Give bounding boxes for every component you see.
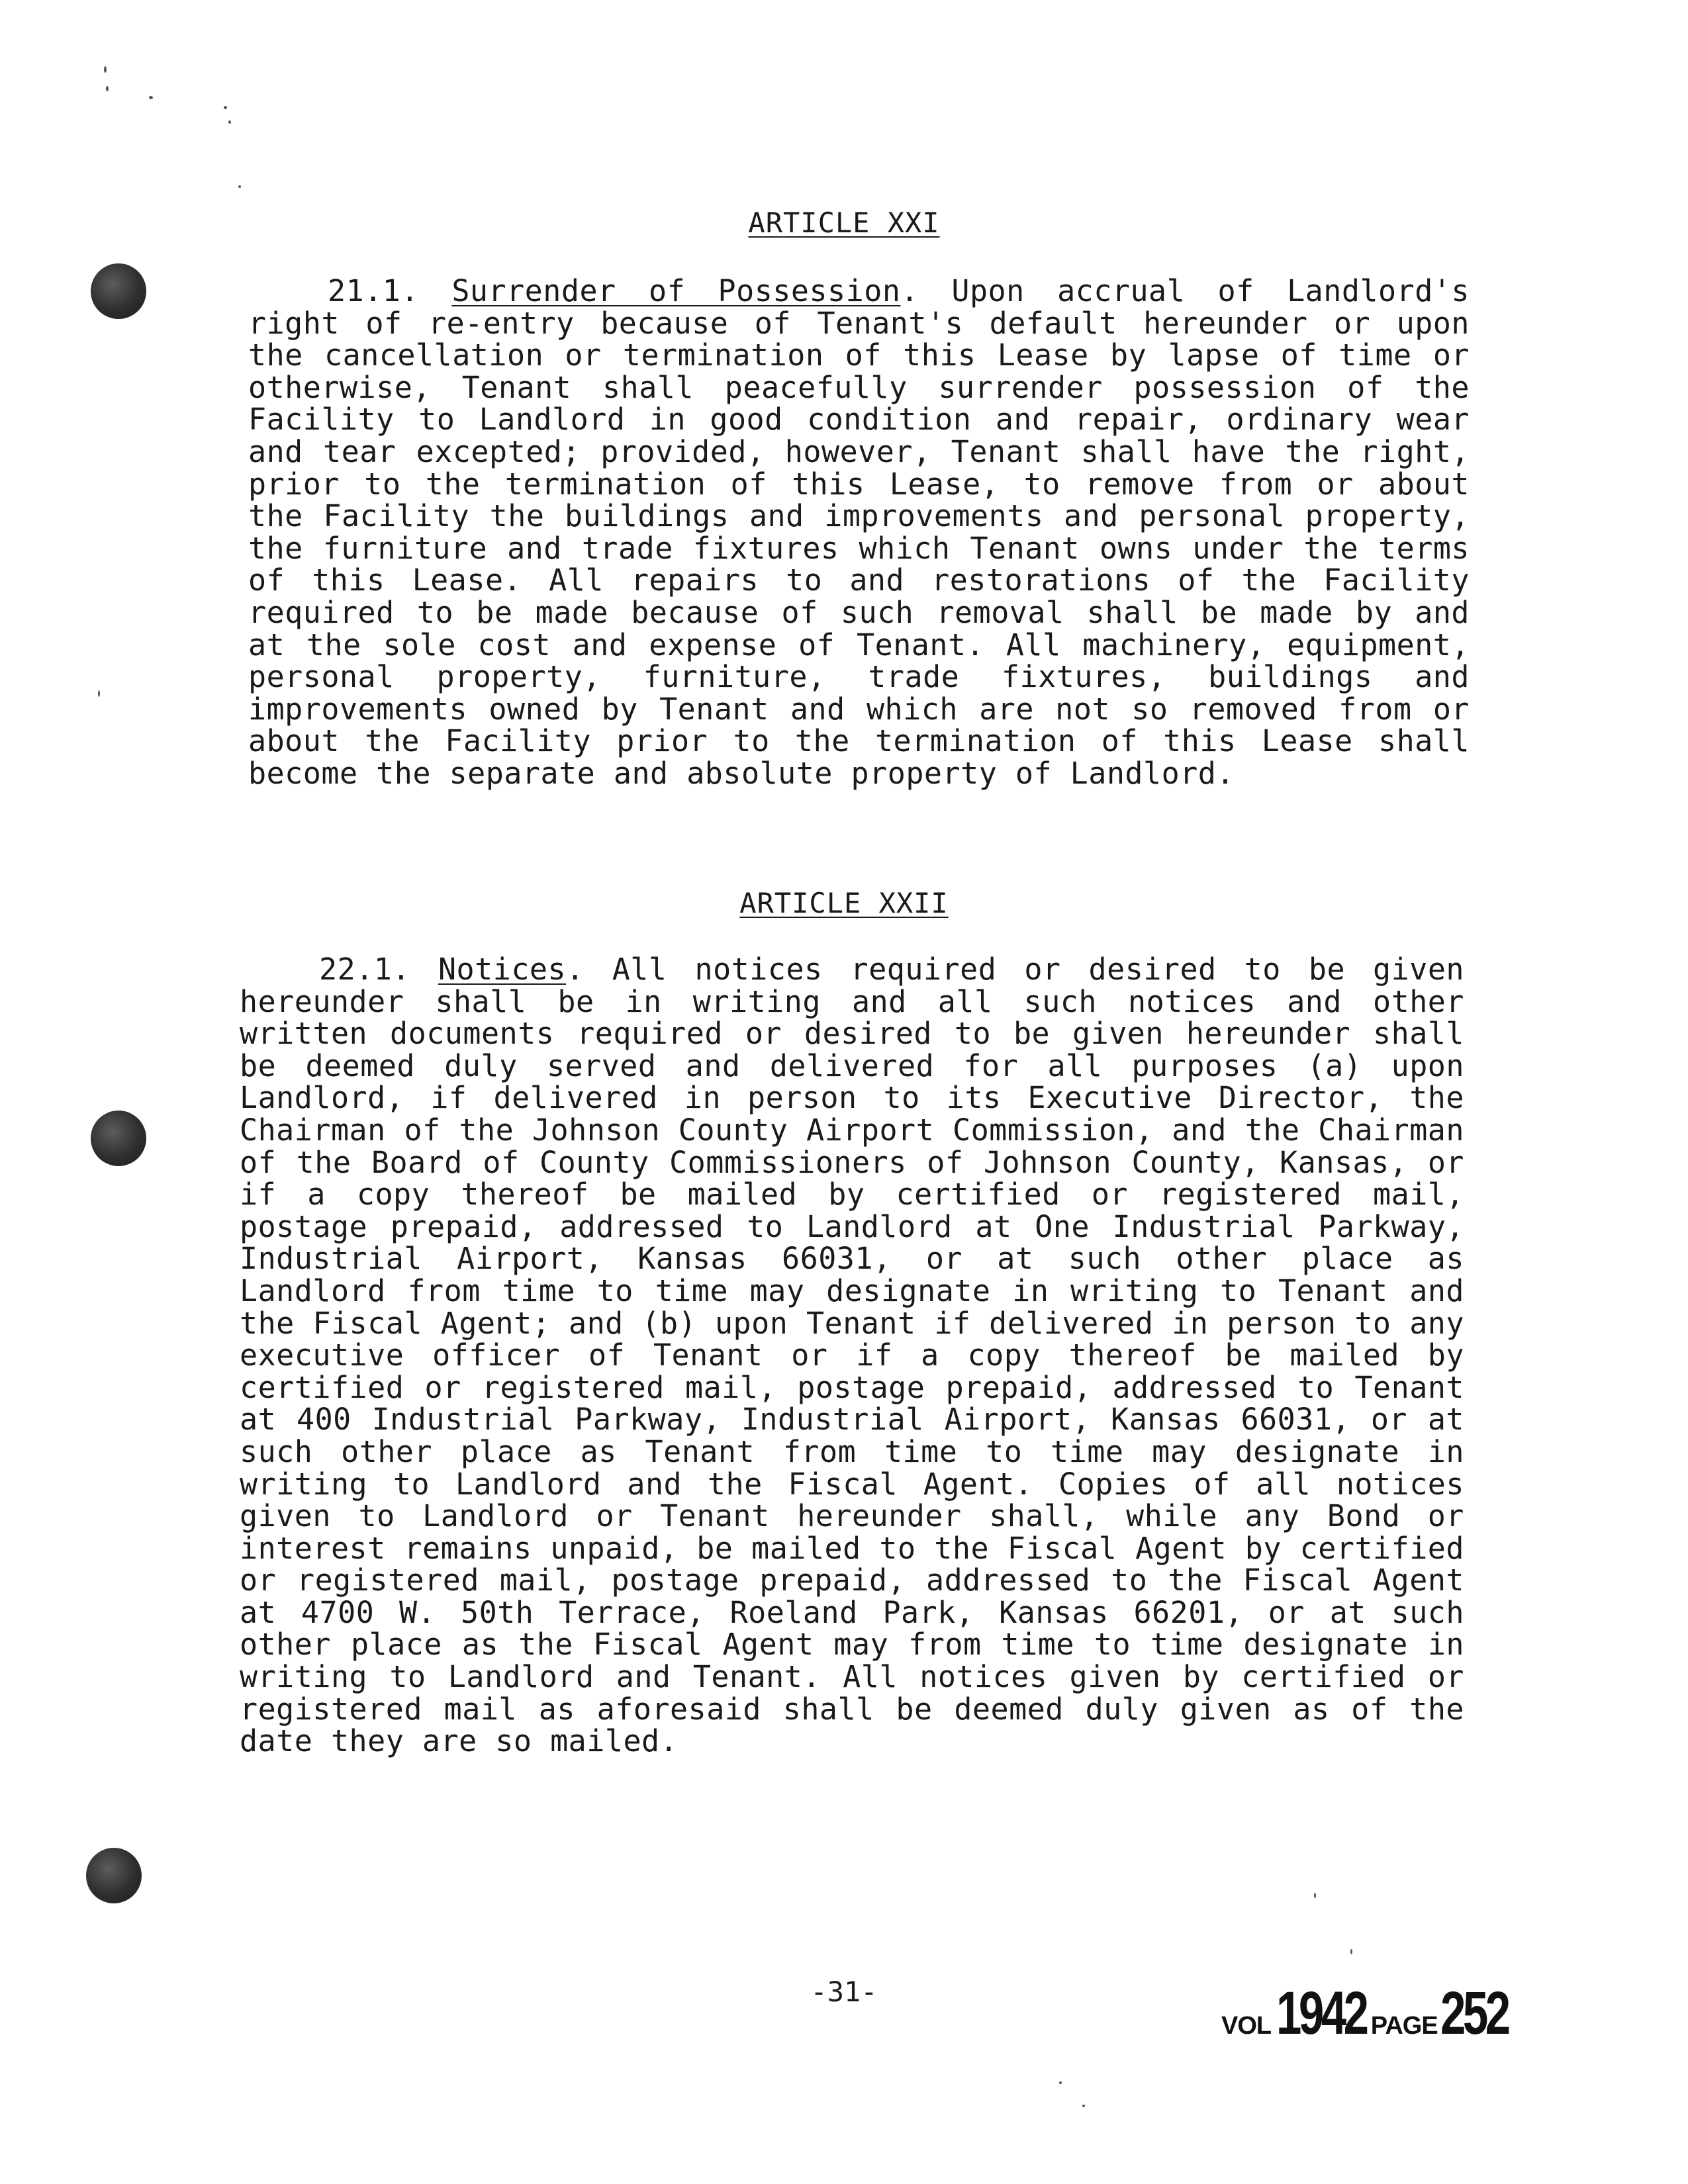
- punch-hole-bottom: [86, 1848, 142, 1903]
- scan-speck: [106, 86, 109, 91]
- scan-speck: [98, 690, 100, 697]
- punch-hole-top: [91, 263, 146, 319]
- section-number: 21.1.: [328, 273, 419, 308]
- section-caption: Surrender of Possession: [451, 273, 901, 308]
- scan-speck: [238, 185, 241, 188]
- article-heading: ARTICLE XXII: [739, 887, 949, 919]
- article-heading: ARTICLE XXI: [748, 206, 940, 239]
- section-body: . Upon accrual of Landlord's right of re-entry because of Tenant's default hereunder or upon the cancellation or termination of this Lease by lapse of time or otherwise, Tenant shall peacefully surrender possession of the Facility to Landlord in good condition and repair, ordinary wear and tear excepted; provided, however, Tenant shall have the right, prior to the termination of this Lease, to remove from or about the Facility the buildings and improvements and personal property, the furniture and trade fixtures which Tenant owns under the terms of this Lease. All repairs to and restorations of the Facility required to be made because of such removal shall be made by and at the sole cost and expense of Tenant. All machinery, equipment, personal property, furniture, trade fixtures, buildings and improvements owned by Tenant and which are not so removed from or about the Facility prior to the termination of this Lease shall become the separate and absolute property of Landlord.: [248, 273, 1470, 791]
- scan-speck: [104, 66, 107, 73]
- section-paragraph: [248, 275, 1470, 790]
- scan-speck: [1314, 1893, 1316, 1898]
- recording-stamp: [1221, 1979, 1530, 2048]
- scan-speck: [149, 96, 153, 99]
- stamp-vol-label: VOL: [1221, 2012, 1272, 2040]
- section-caption: Notices: [438, 952, 567, 987]
- scan-speck: [1082, 2105, 1085, 2107]
- page-number: -31-: [810, 1976, 878, 2008]
- stamp-page: 252: [1440, 1979, 1508, 2047]
- scan-speck: [224, 106, 227, 109]
- section-paragraph: [240, 954, 1464, 1758]
- section-number: 22.1.: [319, 952, 410, 987]
- scan-speck: [1059, 2081, 1062, 2084]
- stamp-volume: 1942: [1276, 1979, 1366, 2047]
- punch-hole-middle: [91, 1111, 146, 1166]
- scan-speck: [228, 120, 231, 124]
- scan-speck: [1350, 1949, 1352, 1954]
- stamp-page-label: PAGE: [1370, 2012, 1438, 2040]
- section-body: . All notices required or desired to be given hereunder shall be in writing and all such notices and other written documents required or desired to be given hereunder shall be deemed duly served and delivered for all purposes (a) upon Landlord, if delivered in person to its Executive Director, the Chairman of the Johnson County Airport Commission, and the Chairman of the Board of County Commissioners of Johnson County, Kansas, or if a copy thereof be mailed by certified or registered mail, postage prepaid, addressed to Landlord at One Industrial Parkway, Industrial Airport, Kansas 66031, or at such other place as Landlord from time to time may designate in writing to Tenant and the Fiscal Agent; and (b) upon Tenant if delivered in person to any executive officer of Tenant or if a copy thereof be mailed by certified or registered mail, postage prepaid, addressed to Tenant at 400 Industrial Parkway, Industrial Airport, Kansas 66031, or at such other place as Tenant from time to time may designate in writing to Landlord and the Fiscal Agent. Copies of all notices given to Landlord or Tenant hereunder shall, while any Bond or interest remains unpaid, be mailed to the Fiscal Agent by certified or registered mail, postage prepaid, addressed to the Fiscal Agent at 4700 W. 50th Terrace, Roeland Park, Kansas 66201, or at such other place as the Fiscal Agent may from time to time designate in writing to Landlord and Tenant. All notices given by certified or registered mail as aforesaid shall be deemed duly given as of the date they are so mailed.: [240, 952, 1464, 1759]
